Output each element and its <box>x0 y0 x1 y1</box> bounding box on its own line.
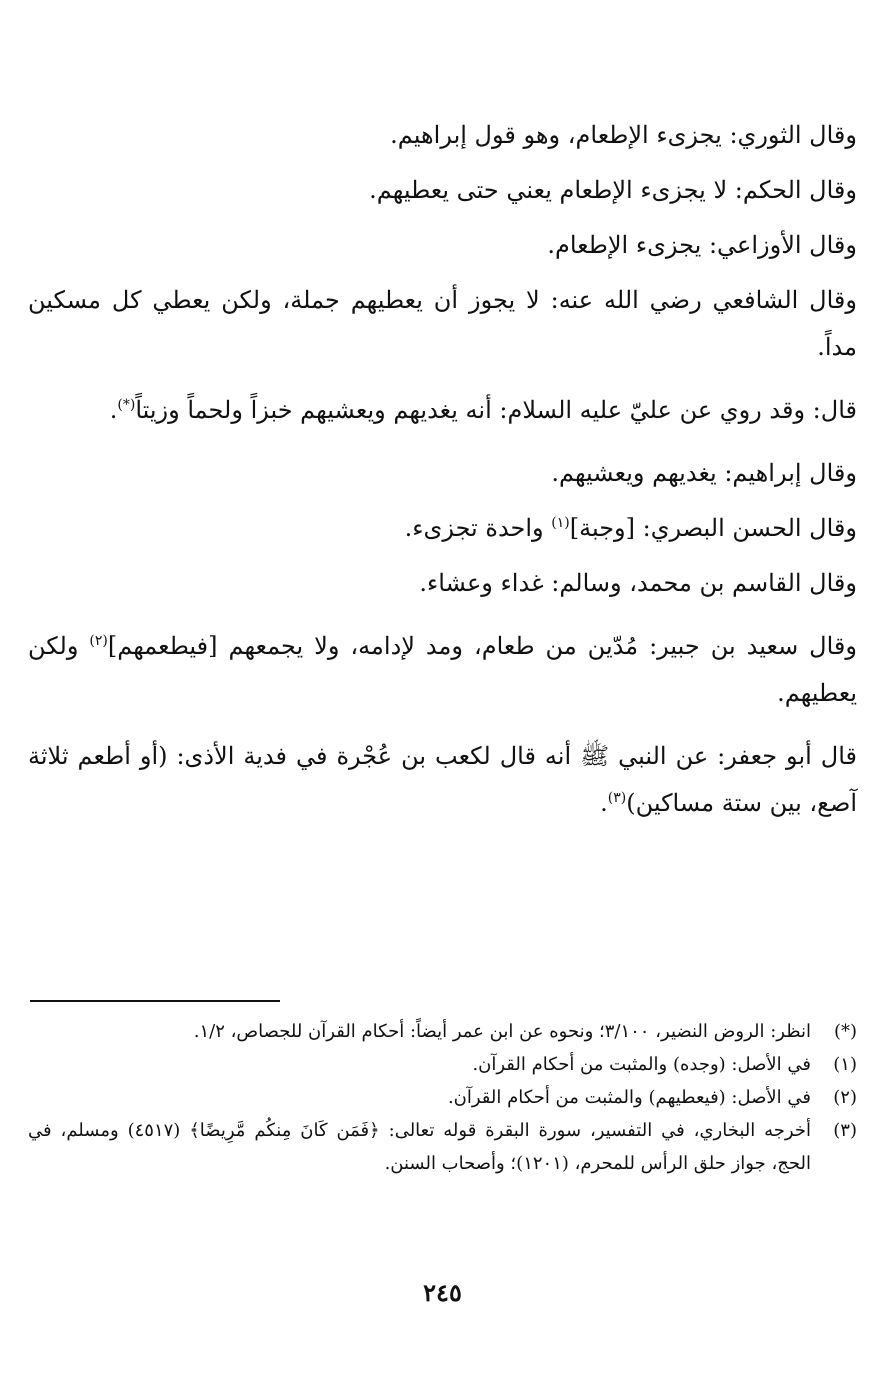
paragraph-hasan-tail: واحدة تجزىء. <box>404 514 552 542</box>
footnote-ref-1: (١) <box>551 515 570 531</box>
footnotes <box>28 1015 857 1180</box>
footnote-mark: (٢) <box>833 1087 857 1108</box>
footnote-mark: (٣) <box>833 1120 857 1141</box>
footnote-1 <box>28 1048 857 1081</box>
paragraph-abu-jafar <box>28 733 857 827</box>
footnote-3 <box>28 1114 857 1180</box>
footnote-text: في الأصل: (فيعطيهم) والمثبت من أحكام القرآن. <box>447 1087 811 1108</box>
footnote-ref-3: (٣) <box>607 790 627 806</box>
page-number: ٢٤٥ <box>423 1278 462 1307</box>
footnote-separator <box>30 1000 280 1002</box>
paragraph-hasan <box>28 505 857 552</box>
footnote-2 <box>28 1081 857 1114</box>
footnote-star <box>28 1015 857 1048</box>
paragraph-ali <box>28 387 857 434</box>
paragraph-ibrahim: وقال إبراهيم: يغديهم ويعشيهم. <box>551 459 857 487</box>
footnote-ref-star: (*) <box>117 397 136 413</box>
main-text <box>28 112 857 827</box>
paragraph-qasim: وقال القاسم بن محمد، وسالم: غداء وعشاء. <box>419 569 857 597</box>
paragraph-saeed-tail: ولكن يعطيهم. <box>28 632 857 707</box>
footnote-text: في الأصل: (وجده) والمثبت من أحكام القرآن. <box>472 1054 811 1075</box>
footnote-mark: (١) <box>833 1054 857 1075</box>
footnote-text: أخرجه البخاري، في التفسير، سورة البقرة قوله تعالى: ﴿فَمَن كَانَ مِنكُم مَّرِيضًا﴾ (٤٥١٧) ومسلم، في الحج، جواز حلق الرأس للمحرم، (١٢٠١)؛ وأصحاب السنن. <box>28 1120 811 1174</box>
paragraph-abu-jafar-text: قال أبو جعفر: عن النبي ﷺ أنه قال لكعب بن عُجْرة في فدية الأذى: (أو أطعم ثلاثة آصع، بين ستة مساكين) <box>28 742 857 817</box>
paragraph-saeed <box>28 623 857 717</box>
paragraph-abu-jafar-tail: . <box>600 789 608 817</box>
paragraph-hasan-text: وقال الحسن البصري: [وجبة] <box>569 514 857 542</box>
paragraph-awzai: وقال الأوزاعي: يجزىء الإطعام. <box>547 231 857 259</box>
paragraph-saeed-text: وقال سعيد بن جبير: مُدّين من طعام، ومد لإدامه، ولا يجمعهم [فيطعمهم] <box>107 632 857 660</box>
footnote-mark: (*) <box>833 1021 857 1042</box>
footnote-text: انظر: الروض النضير، ٣/١٠٠؛ ونحوه عن ابن عمر أيضاً: أحكام القرآن للجصاص، ١/٢. <box>193 1021 811 1042</box>
footnote-ref-2: (٢) <box>89 633 108 649</box>
paragraph-ali-tail: . <box>109 396 118 424</box>
paragraph-shafii: وقال الشافعي رضي الله عنه: لا يجوز أن يعطيهم جملة، ولكن يعطي كل مسكين مداً. <box>28 286 857 361</box>
paragraph-thawri: وقال الثوري: يجزىء الإطعام، وهو قول إبراهيم. <box>390 121 857 149</box>
paragraph-hakam: وقال الحكم: لا يجزىء الإطعام يعني حتى يعطيهم. <box>369 176 857 204</box>
paragraph-ali-text: قال: وقد روي عن عليّ عليه السلام: أنه يغديهم ويعشيهم خبزاً ولحماً وزيتاً <box>135 396 857 424</box>
